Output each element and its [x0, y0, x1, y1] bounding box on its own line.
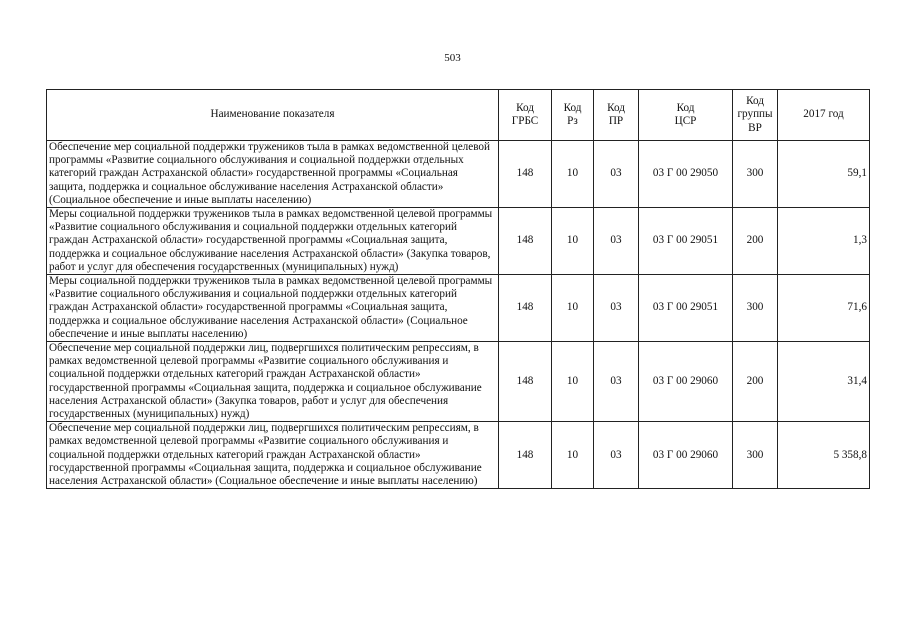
row-grbs: 148	[499, 275, 552, 342]
row-name: Меры социальной поддержки тружеников тыла в рамках ведомственной целевой программы «Развитие социального обслуживания и социальной поддержки отдельных категорий граждан Астраханской области» государственной программы «Социальная защита, поддержка и социальное обслуживание населения Астраханской области» (Социальное обеспечение и иные выплаты населению)	[47, 275, 499, 342]
row-csr: 03 Г 00 29051	[639, 208, 733, 275]
header-pr: Код ПР	[594, 90, 639, 141]
row-csr: 03 Г 00 29051	[639, 275, 733, 342]
row-rz: 10	[552, 275, 594, 342]
row-vr: 300	[733, 141, 778, 208]
row-name: Обеспечение мер социальной поддержки лиц, подвергшихся политическим репрессиям, в рамках ведомственной целевой программы «Развитие социального обслуживания и социальной поддержки отдельных категорий граждан Астраханской области» государственной программы «Социальная защита, поддержка и социальное обслуживание населения Астраханской области» (Социальное обеспечение и иные выплаты населению)	[47, 422, 499, 489]
table-row	[47, 342, 870, 422]
row-name: Обеспечение мер социальной поддержки лиц, подвергшихся политическим репрессиям, в рамках ведомственной целевой программы «Развитие социального обслуживания и социальной поддержки отдельных категорий граждан Астраханской области» государственной программы «Социальная защита, поддержка и социальное обслуживание населения Астраханской области» (Закупка товаров, работ и услуг для обеспечения государственных (муниципальных) нужд)	[47, 342, 499, 422]
header-rz: Код Рз	[552, 90, 594, 141]
row-grbs: 148	[499, 422, 552, 489]
row-value: 59,1	[778, 141, 870, 208]
row-rz: 10	[552, 208, 594, 275]
row-pr: 03	[594, 208, 639, 275]
row-rz: 10	[552, 422, 594, 489]
row-csr: 03 Г 00 29060	[639, 422, 733, 489]
table-row	[47, 275, 870, 342]
row-grbs: 148	[499, 141, 552, 208]
row-pr: 03	[594, 141, 639, 208]
row-value: 71,6	[778, 275, 870, 342]
header-grbs: Код ГРБС	[499, 90, 552, 141]
row-vr: 200	[733, 208, 778, 275]
row-name: Меры социальной поддержки тружеников тыла в рамках ведомственной целевой программы «Развитие социального обслуживания и социальной поддержки отдельных категорий граждан Астраханской области» государственной программы «Социальная защита, поддержка и социальное обслуживание населения Астраханской области» (Закупка товаров, работ и услуг для обеспечения государственных (муниципальных) нужд)	[47, 208, 499, 275]
row-vr: 300	[733, 422, 778, 489]
row-rz: 10	[552, 342, 594, 422]
page-number: 503	[444, 52, 461, 64]
table-header-row	[47, 90, 870, 141]
header-name: Наименование показателя	[47, 90, 499, 141]
header-csr: Код ЦСР	[639, 90, 733, 141]
row-value: 1,3	[778, 208, 870, 275]
row-name: Обеспечение мер социальной поддержки тружеников тыла в рамках ведомственной целевой программы «Развитие социального обслуживания и социальной поддержки отдельных категорий граждан Астраханской области» государственной программы «Социальная защита, поддержка и социальное обслуживание населения Астраханской области» (Социальное обеспечение и иные выплаты населению)	[47, 141, 499, 208]
row-grbs: 148	[499, 342, 552, 422]
table-row	[47, 422, 870, 489]
row-value: 5 358,8	[778, 422, 870, 489]
row-pr: 03	[594, 275, 639, 342]
row-pr: 03	[594, 422, 639, 489]
row-vr: 300	[733, 275, 778, 342]
table-row	[47, 141, 870, 208]
row-pr: 03	[594, 342, 639, 422]
budget-table	[46, 89, 870, 489]
table-row	[47, 208, 870, 275]
header-year: 2017 год	[778, 90, 870, 141]
row-value: 31,4	[778, 342, 870, 422]
row-rz: 10	[552, 141, 594, 208]
row-csr: 03 Г 00 29060	[639, 342, 733, 422]
row-grbs: 148	[499, 208, 552, 275]
row-csr: 03 Г 00 29050	[639, 141, 733, 208]
row-vr: 200	[733, 342, 778, 422]
header-vr: Код группы ВР	[733, 90, 778, 141]
